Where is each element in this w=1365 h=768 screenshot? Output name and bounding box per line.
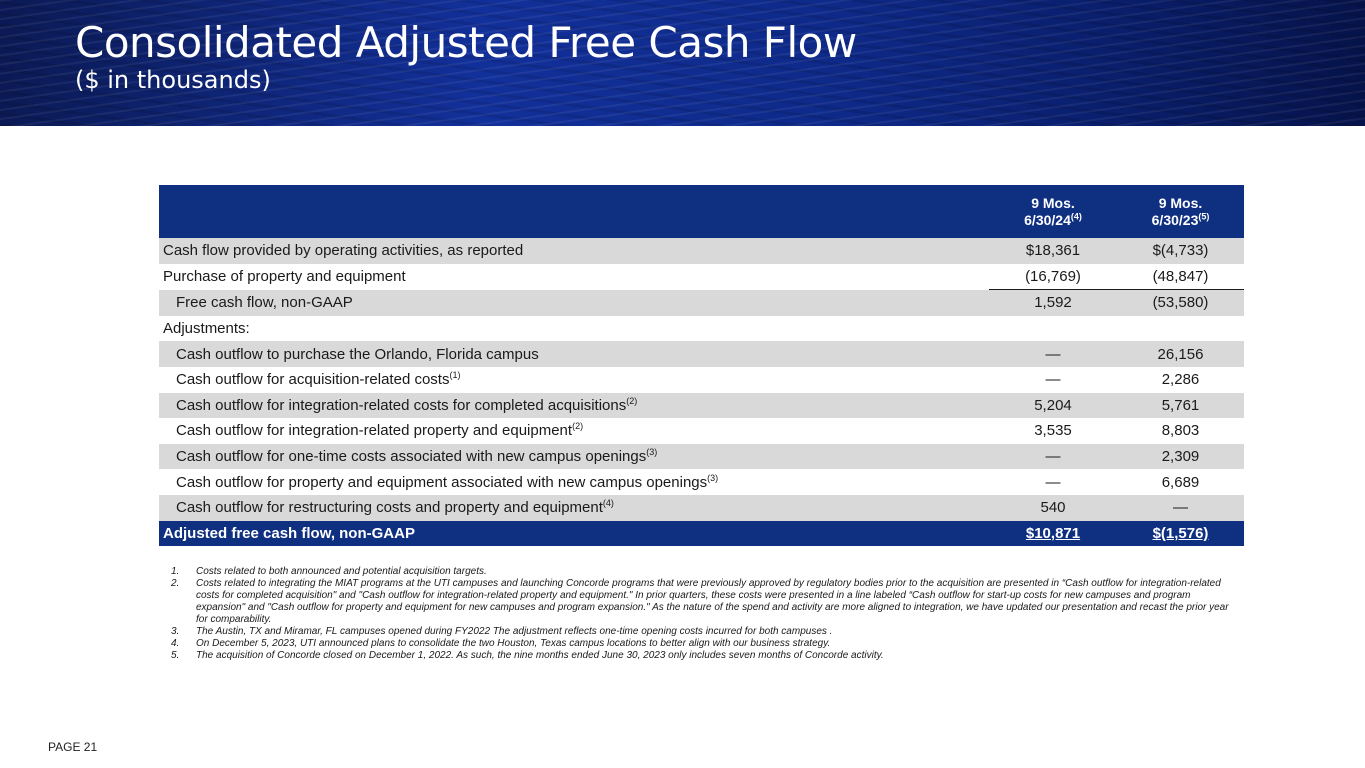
row-label <box>159 238 989 264</box>
value-2023: (48,847) <box>1117 264 1244 290</box>
table-row <box>159 367 1244 393</box>
value-2024: — <box>989 341 1117 367</box>
row-label <box>159 444 989 470</box>
page-title: Consolidated Adjusted Free Cash Flow <box>75 18 857 67</box>
footnote-item <box>171 638 1231 650</box>
row-label-text: Free cash flow, non-GAAP <box>176 294 353 312</box>
value-2024: 540 <box>989 495 1117 521</box>
header-banner <box>0 0 1365 126</box>
total-value-text: $(1,576) <box>1152 524 1209 542</box>
total-label: Adjusted free cash flow, non-GAAP <box>159 521 989 547</box>
row-label <box>159 367 989 393</box>
value-2024: — <box>1045 371 1061 389</box>
value-2024: 5,204 <box>989 393 1117 419</box>
footnote-text: Costs related to both announced and potential acquisition targets. <box>196 566 487 577</box>
row-label <box>159 341 989 367</box>
header-label-cell <box>159 185 989 238</box>
row-label-text: Cash outflow for restructuring costs and property and equipment <box>176 499 603 517</box>
page-subtitle: ($ in thousands) <box>75 66 271 94</box>
row-label-text: Purchase of property and equipment <box>163 268 406 286</box>
footnote-ref: (2) <box>572 421 584 432</box>
value-2024: 3,535 <box>1034 422 1072 440</box>
table-row <box>159 444 1244 470</box>
row-label <box>159 495 989 521</box>
column-header-line1: 9 Mos. <box>1158 194 1203 211</box>
row-label-text: Cash flow provided by operating activities, as reported <box>163 242 524 260</box>
table-row <box>159 495 1244 521</box>
total-value-2024 <box>989 521 1117 547</box>
footnote-ref: (2) <box>626 395 638 406</box>
total-value-text: $10,871 <box>1025 524 1081 542</box>
footnote-number: 4. <box>171 638 180 649</box>
row-label <box>159 264 989 290</box>
total-value-2023 <box>1117 521 1244 547</box>
row-label-text: Cash outflow for acquisition-related costs <box>176 371 450 389</box>
value-2024: — <box>989 444 1117 470</box>
footnote-item <box>171 650 1231 662</box>
value-2023: 6,689 <box>1161 473 1200 491</box>
footnote-number: 5. <box>171 650 180 661</box>
value-2024: — <box>1045 473 1061 491</box>
column-header-line1: 9 Mos. <box>1031 194 1075 211</box>
table-row <box>159 469 1244 495</box>
page-number: PAGE 21 <box>48 740 98 754</box>
total-row <box>159 521 1244 547</box>
footnote-ref: (4) <box>602 498 614 509</box>
column-header-date: 6/30/24 <box>1024 211 1071 228</box>
footnotes <box>171 566 1231 662</box>
footnote-item <box>171 626 1231 638</box>
value-2023: 8,803 <box>1161 422 1200 440</box>
value-2023 <box>1117 316 1244 342</box>
cash-flow-table <box>159 185 1244 546</box>
row-label <box>159 290 989 316</box>
value-2023: 5,761 <box>1117 393 1244 419</box>
table-row <box>159 341 1244 367</box>
table-header-row <box>159 185 1244 238</box>
row-label <box>159 316 989 342</box>
row-label-text: Cash outflow for property and equipment associated with new campus openings <box>176 473 708 491</box>
column-header-date: 6/30/23 <box>1151 211 1199 228</box>
footnote-text: Costs related to integrating the MIAT programs at the UTI campuses and launching Concorde programs that were previously approved by regulatory bodies prior to the acquisition are presented in “Cash outflow for integration-related costs for completed acquisition" and "Cash outflow for integration-related property and equipment." In prior quarters, these costs were presented in a line labeled “Cash outflow for start-up costs for new campuses and program expansion" and "Cash outflow for property and equipment for new campuses and program expansion." As the nature of the spend and activity are more aligned to integration, we have updated our presentation and recast the prior year for comparability. <box>196 578 1229 625</box>
footnote-ref: (3) <box>646 447 658 458</box>
value-2023: 2,309 <box>1117 444 1244 470</box>
column-header-footnote-ref: (5) <box>1198 210 1210 221</box>
footnote-text: The Austin, TX and Miramar, FL campuses opened during FY2022 The adjustment reflects one-time opening costs incurred for both campuses . <box>196 626 833 637</box>
footnote-item <box>171 566 1231 578</box>
value-2024: (16,769) <box>989 264 1117 290</box>
column-header-2023 <box>1117 185 1244 238</box>
table-row <box>159 264 1244 290</box>
value-2023: $(4,733) <box>1117 238 1244 264</box>
value-2024: 1,592 <box>989 290 1117 316</box>
footnote-text: The acquisition of Concorde closed on December 1, 2022. As such, the nine months ended June 30, 2023 only includes seven months of Concorde activity. <box>196 650 884 661</box>
value-2023: — <box>1117 495 1244 521</box>
row-label-text: Cash outflow to purchase the Orlando, Florida campus <box>176 345 539 363</box>
value-2023: 2,286 <box>1161 371 1200 389</box>
value-2024 <box>989 316 1117 342</box>
footnote-text: On December 5, 2023, UTI announced plans to consolidate the two Houston, Texas campus locations to better align with our business strategy. <box>196 638 831 649</box>
row-label <box>159 418 989 444</box>
column-header-footnote-ref: (4) <box>1070 210 1082 221</box>
row-label <box>159 393 989 419</box>
row-label <box>159 469 989 495</box>
table-row <box>159 316 1244 342</box>
value-2023: (53,580) <box>1117 290 1244 316</box>
column-header-2024 <box>989 185 1117 238</box>
table-row <box>159 290 1244 316</box>
row-label-text: Cash outflow for integration-related costs for completed acquisitions <box>176 396 627 414</box>
row-label-text: Adjustments: <box>163 320 250 338</box>
table-row <box>159 238 1244 264</box>
footnote-number: 3. <box>171 626 180 637</box>
footnote-ref: (1) <box>449 370 461 381</box>
value-2023: 26,156 <box>1117 341 1244 367</box>
value-2024: $18,361 <box>989 238 1117 264</box>
row-label-text: Cash outflow for one-time costs associated with new campus openings <box>176 448 647 466</box>
footnote-number: 2. <box>171 578 180 589</box>
table-row <box>159 418 1244 444</box>
row-label-text: Cash outflow for integration-related property and equipment <box>176 422 573 440</box>
table-row <box>159 393 1244 419</box>
footnote-ref: (3) <box>707 472 719 483</box>
footnote-item <box>171 578 1231 626</box>
footnote-number: 1. <box>171 566 180 577</box>
